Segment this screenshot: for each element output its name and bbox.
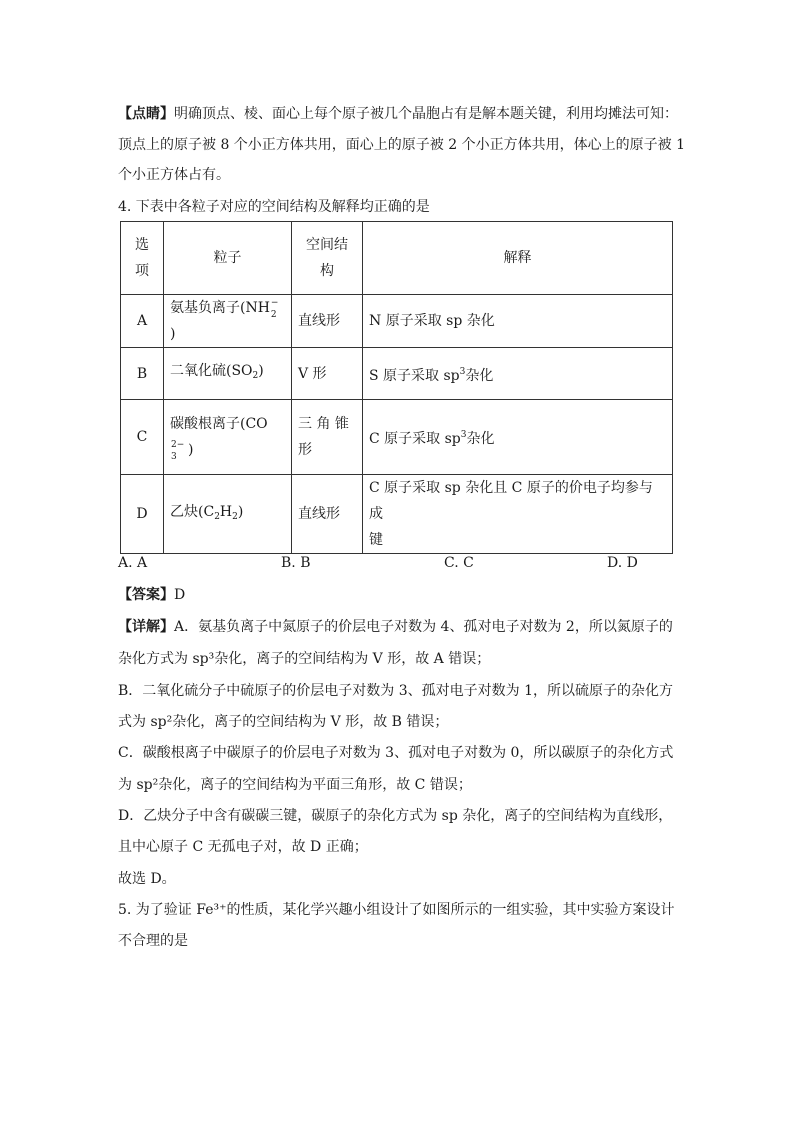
detail-conclusion: 故选 D。	[118, 871, 176, 887]
row-d-option: D	[121, 475, 164, 554]
row-b-explain	[363, 348, 673, 400]
row-d-explain-2: 键	[369, 532, 383, 548]
row-a-sub: 2	[270, 310, 277, 320]
row-b-particle-text: 二氧化硫(SO	[170, 363, 253, 379]
header-option	[121, 222, 164, 295]
header-shape-1: 空间结	[306, 237, 348, 253]
header-option-1: 选	[135, 237, 149, 253]
detail-b-line-2: 式为 sp²杂化，离子的空间结构为 V 形，故 B 错误；	[118, 714, 449, 730]
answer-value: D	[174, 587, 186, 603]
table-row	[121, 295, 673, 348]
options-table	[120, 221, 673, 554]
row-a-close: )	[170, 326, 176, 342]
row-a-option: A	[121, 295, 164, 348]
detail-b-line-1: B．二氧化硫分子中硫原子的价层电子对数为 3、孤对电子对数为 1，所以硫原子的杂化方	[118, 683, 674, 699]
row-b-explain-sup: 3	[459, 366, 466, 377]
row-a-particle-script	[270, 298, 284, 320]
row-b-explain-tail: 杂化	[465, 367, 494, 384]
row-c-explain-text: C 原子采取 sp	[369, 431, 461, 447]
detail-d-line-1: D．乙炔分子中含有碳碳三键，碳原子的杂化方式为 sp 杂化，离子的空间结构为直线形，	[118, 808, 673, 824]
detail-a-line-2: 杂化方式为 sp³杂化，离子的空间结构为 V 形，故 A 错误；	[118, 651, 491, 667]
detail-a-text-1: A．氨基负离子中氮原子的价层电子对数为 4、孤对电子对数为 2，所以氮原子的	[174, 619, 673, 635]
dianjing-line-1	[118, 104, 678, 124]
row-c-explain-tail: 杂化	[466, 431, 495, 447]
row-c-particle-script	[170, 440, 188, 462]
dianjing-line-2: 顶点上的原子被 8 个小正方体共用，面心上的原子被 2 个小正方体共用，体心上的原子被 1	[118, 137, 685, 153]
row-a-shape: 直线形	[292, 295, 363, 348]
row-c-sup: 2−	[171, 440, 185, 450]
detail-d-line-2: 且中心原子 C 无孤电子对，故 D 正确；	[118, 839, 368, 855]
row-c-particle	[164, 400, 292, 475]
row-c-particle-text: 碳酸根离子(CO	[170, 416, 268, 432]
choice-d[interactable]: D. D	[607, 555, 638, 571]
row-c-shape-2: 形	[298, 442, 312, 458]
detail-c-line-1: C．碳酸根离子中碳原子的价层电子对数为 3、孤对电子对数为 0，所以碳原子的杂化方式	[118, 745, 674, 761]
question-5-line-2: 不合理的是	[118, 933, 188, 949]
row-d-particle-text: 乙炔(C	[170, 503, 215, 520]
choice-c[interactable]: C. C	[444, 555, 474, 571]
detail-c-line-2: 为 sp²杂化，离子的空间结构为平面三角形，故 C 错误；	[118, 777, 472, 793]
header-particle: 粒子	[164, 222, 292, 295]
detail-tag: 【详解】	[118, 619, 174, 635]
row-b-close: )	[258, 363, 264, 379]
row-d-close: )	[237, 503, 244, 520]
row-c-close: )	[188, 442, 194, 458]
row-b-explain-text: S 原子采取 sp	[369, 367, 460, 384]
row-b-particle	[164, 348, 292, 400]
row-c-explain-sup: 3	[460, 430, 467, 440]
table-row	[121, 400, 673, 475]
row-c-shape	[292, 400, 363, 475]
detail-a-line-1	[118, 617, 678, 637]
row-d-particle	[164, 475, 292, 554]
row-b-shape: V 形	[292, 348, 363, 400]
row-a-particle	[164, 295, 292, 348]
choice-a[interactable]: A. A	[118, 555, 148, 571]
row-b-sub: 2	[252, 371, 259, 381]
row-d-sub: 2	[214, 511, 220, 522]
answer-line	[118, 585, 678, 605]
choice-b[interactable]: B. B	[281, 555, 311, 571]
row-b-option: B	[121, 348, 164, 400]
row-a-particle-text: 氨基负离子(NH	[170, 300, 270, 316]
table-header-row	[121, 222, 673, 295]
answer-tag: 【答案】	[118, 587, 174, 603]
row-d-sub-2: 2	[232, 511, 238, 522]
row-d-shape: 直线形	[292, 475, 363, 554]
header-explain: 解释	[363, 222, 673, 295]
dianjing-tag: 【点睛】	[118, 106, 174, 122]
header-shape	[292, 222, 363, 295]
question-5-line-1: 5. 为了验证 Fe³⁺的性质，某化学兴趣小组设计了如图所示的一组实验，其中实验方案设计	[118, 902, 675, 918]
dianjing-line-3: 个小正方体占有。	[118, 167, 230, 183]
header-shape-2: 构	[320, 263, 334, 279]
row-c-sub: 3	[171, 452, 177, 462]
row-d-particle-mid: H	[219, 503, 233, 520]
row-d-explain-1: C 原子采取 sp 杂化且 C 原子的价电子均参与成	[369, 480, 653, 522]
row-d-explain	[363, 475, 673, 554]
answer-choices	[118, 555, 678, 575]
row-c-option: C	[121, 400, 164, 475]
table-row	[121, 475, 673, 554]
question-4-stem: 4. 下表中各粒子对应的空间结构及解释均正确的是	[118, 199, 430, 215]
dianjing-text-1: 明确顶点、棱、面心上每个原子被几个晶胞占有是解本题关键，利用均摊法可知：	[174, 106, 678, 122]
table-row	[121, 348, 673, 400]
row-a-sup: −	[270, 298, 279, 308]
header-option-2: 项	[135, 263, 149, 279]
row-a-explain: N 原子采取 sp 杂化	[363, 295, 673, 348]
row-c-shape-1: 三 角 锥	[298, 416, 349, 432]
row-c-explain	[363, 400, 673, 475]
